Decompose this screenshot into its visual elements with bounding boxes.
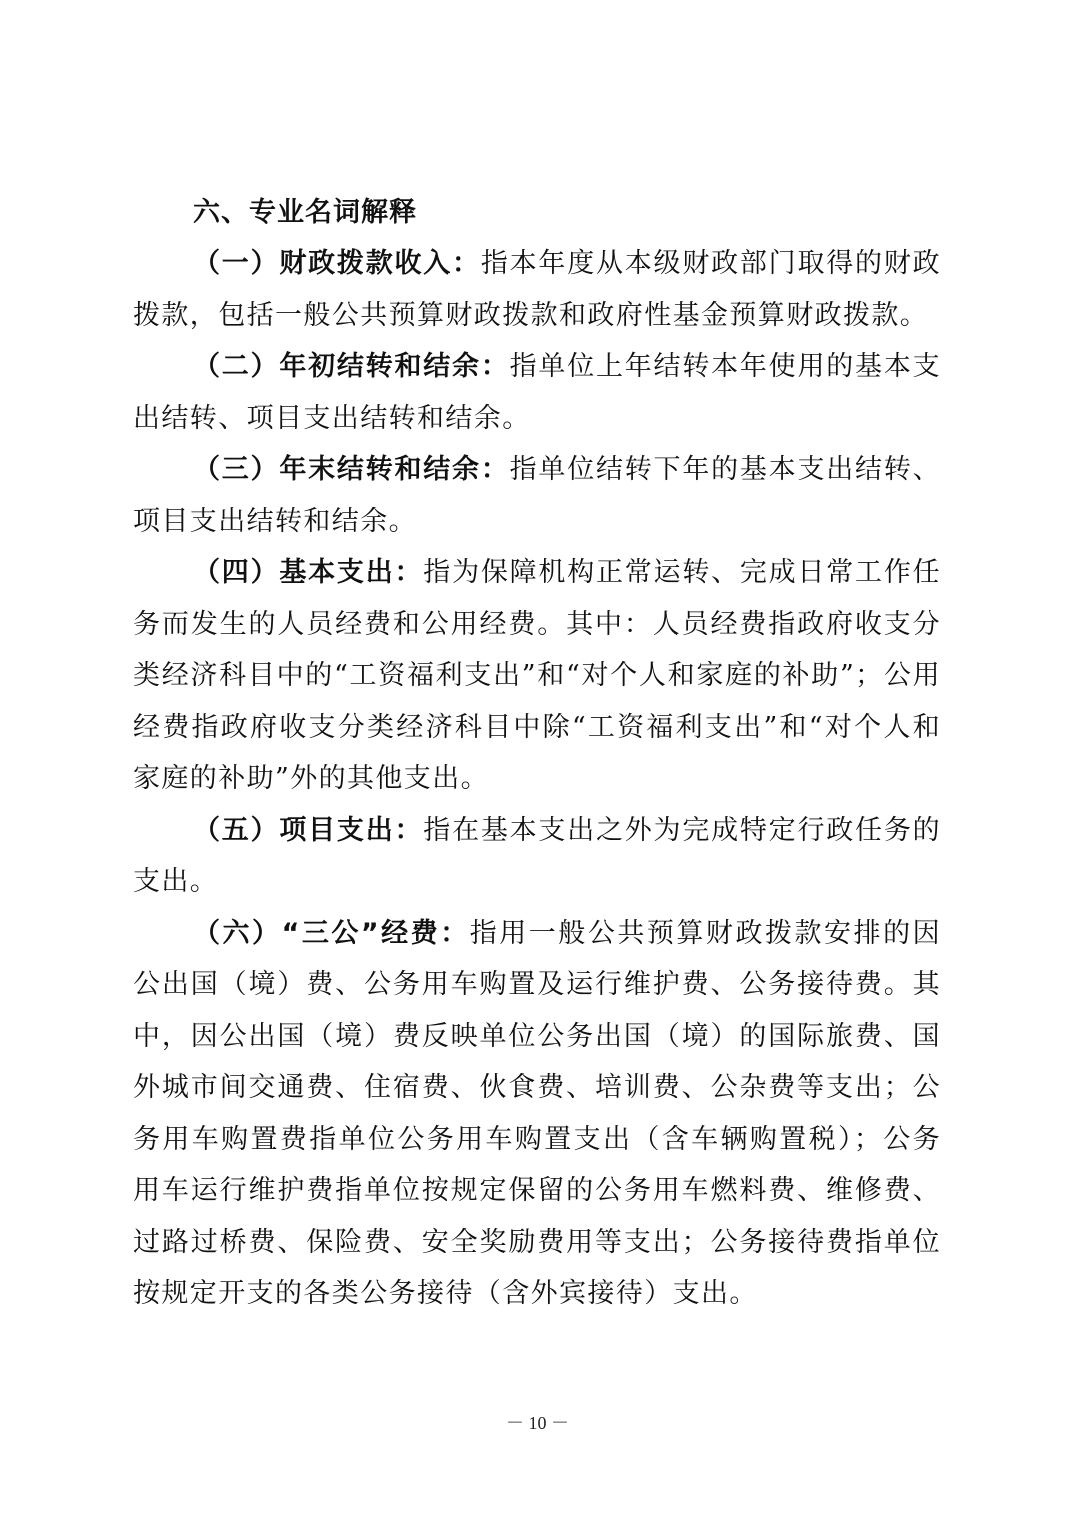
definition-text: 指本年度从本级财政部门取得的财政拨款，包括一般公共预算财政拨款和政府性基金预算财政拨款。 (133, 248, 941, 331)
definition-text: 指单位结转下年的基本支出结转、项目支出结转和结余。 (133, 454, 941, 537)
definition-paragraph-1 (133, 238, 941, 341)
definition-text: 指单位上年结转本年使用的基本支出结转、项目支出结转和结余。 (133, 351, 941, 434)
document-body (133, 188, 941, 1320)
term-label: （二）年初结转和结余： (193, 351, 510, 382)
definition-paragraph-3 (133, 444, 941, 547)
definition-text: 指在基本支出之外为完成特定行政任务的支出。 (133, 814, 942, 897)
definition-paragraph-2 (133, 341, 941, 444)
definition-paragraph-4 (133, 547, 941, 805)
definition-text: 指为保障机构正常运转、完成日常工作任务而发生的人员经费和公用经费。其中：人员经费指政府收支分类经济科目中的“工资福利支出”和“对个人和家庭的补助”；公用经费指政府收支分类经济科目中除“工资福利支出”和“对个人和家庭的补助”外的其他支出。 (133, 557, 942, 794)
term-label: （三）年末结转和结余： (193, 454, 510, 485)
term-label: （四）基本支出： (193, 557, 424, 588)
definition-paragraph-5 (133, 805, 941, 908)
section-heading: 六、专业名词解释 (193, 197, 417, 228)
page-number: － 10 － (506, 1413, 569, 1433)
definition-text: 指用一般公共预算财政拨款安排的因公出国（境）费、公务用车购置及运行维护费、公务接待费。其中，因公出国（境）费反映单位公务出国（境）的国际旅费、国外城市间交通费、住宿费、伙食费、培训费、公杂费等支出；公务用车购置费指单位公务用车购置支出（含车辆购置税）；公务用车运行维护费指单位按规定保留的公务用车燃料费、维修费、过路过桥费、保险费、安全奖励费用等支出；公务接待费指单位按规定开支的各类公务接待（含外宾接待）支出。 (133, 917, 941, 1309)
term-label: （一）财政拨款收入： (193, 248, 481, 279)
definition-paragraph-6 (133, 908, 941, 1320)
term-label: （五）项目支出： (193, 814, 424, 846)
term-label: （六）“三公”经费： (193, 917, 470, 949)
